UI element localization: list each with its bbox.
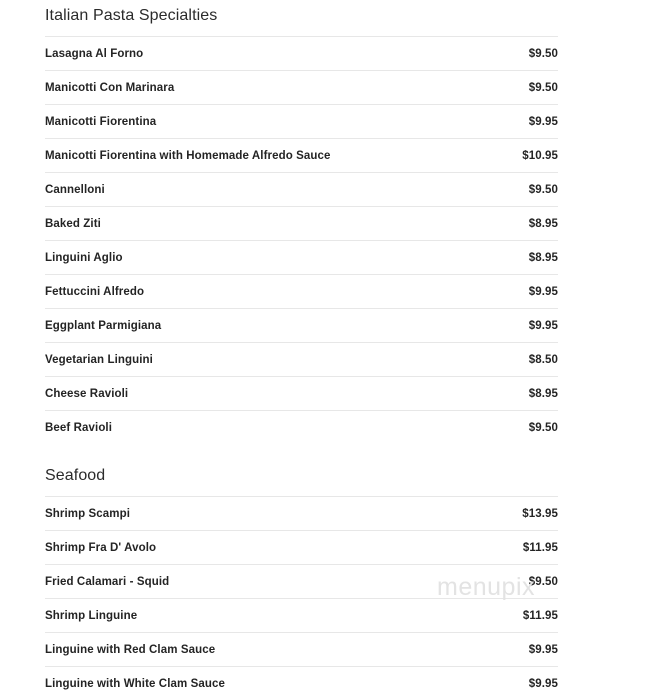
menu-item-price: $8.95 (528, 217, 558, 230)
menu-item-name: Shrimp Fra D' Avolo (45, 541, 157, 554)
menu-item-name: Linguine with White Clam Sauce (45, 677, 225, 690)
section-header: Seafood (45, 467, 106, 484)
menu-item-row (45, 104, 558, 138)
menu-item-price: $8.50 (528, 353, 558, 366)
menu-item-price: $9.50 (528, 81, 558, 94)
menu-content (45, 0, 558, 700)
menu-item-name: Beef Ravioli (45, 421, 113, 434)
menu-item-name: Vegetarian Linguini (45, 353, 153, 366)
menu-item-name: Shrimp Scampi (45, 507, 131, 520)
menu-item-row (45, 308, 558, 342)
menu-item-row (45, 632, 558, 666)
menu-item-price: $9.95 (528, 643, 558, 656)
menu-item-row (45, 70, 558, 104)
menu-item-row (45, 240, 558, 274)
menu-item-price: $11.95 (522, 541, 558, 554)
menu-item-name: Cannelloni (45, 183, 105, 196)
menu-item-name: Linguini Aglio (45, 251, 123, 264)
menu-item-name: Fried Calamari - Squid (45, 575, 170, 588)
menu-item-price: $8.95 (528, 387, 558, 400)
menu-section (45, 0, 558, 444)
menu-item-row (45, 376, 558, 410)
menu-item-name: Baked Ziti (45, 217, 101, 230)
menu-item-name: Fettuccini Alfredo (45, 285, 145, 298)
menu-item-row (45, 564, 558, 601)
menu-item-price: $9.50 (528, 575, 558, 588)
menu-item-row (45, 138, 558, 172)
menu-item-price: $9.95 (528, 115, 558, 128)
menu-item-price: $9.50 (528, 183, 558, 196)
menu-item-row (45, 598, 558, 632)
menu-item-row (45, 36, 558, 70)
menu-item-name: Linguine with Red Clam Sauce (45, 643, 216, 656)
menu-item-name: Eggplant Parmigiana (45, 319, 162, 332)
menu-item-name: Manicotti Fiorentina (45, 115, 157, 128)
menu-item-row (45, 274, 558, 308)
menu-section (45, 444, 558, 700)
section-header: Italian Pasta Specialties (45, 7, 218, 24)
menu-item-name: Lasagna Al Forno (45, 47, 144, 60)
menu-item-price: $9.50 (528, 421, 558, 434)
menu-item-row (45, 666, 558, 700)
menu-item-price: $9.95 (528, 677, 558, 690)
menu-item-row (45, 496, 558, 530)
menu-item-row (45, 342, 558, 376)
menu-item-row (45, 206, 558, 240)
menu-item-name: Shrimp Linguine (45, 609, 138, 622)
menu-item-row (45, 530, 558, 564)
menu-item-name: Manicotti Fiorentina with Homemade Alfredo Sauce (45, 149, 331, 162)
menu-item-name: Cheese Ravioli (45, 387, 129, 400)
menu-item-row (45, 410, 558, 444)
menu-item-price: $13.95 (522, 507, 558, 520)
menu-item-price: $9.95 (528, 319, 558, 332)
menu-item-price: $9.50 (528, 47, 558, 60)
menu-item-price: $8.95 (528, 251, 558, 264)
menupix-watermark: menupix (437, 573, 535, 601)
menu-item-name: Manicotti Con Marinara (45, 81, 175, 94)
menu-item-price: $10.95 (522, 149, 558, 162)
menu-item-price: $11.95 (522, 609, 558, 622)
menu-item-price: $9.95 (528, 285, 558, 298)
menu-item-row (45, 172, 558, 206)
